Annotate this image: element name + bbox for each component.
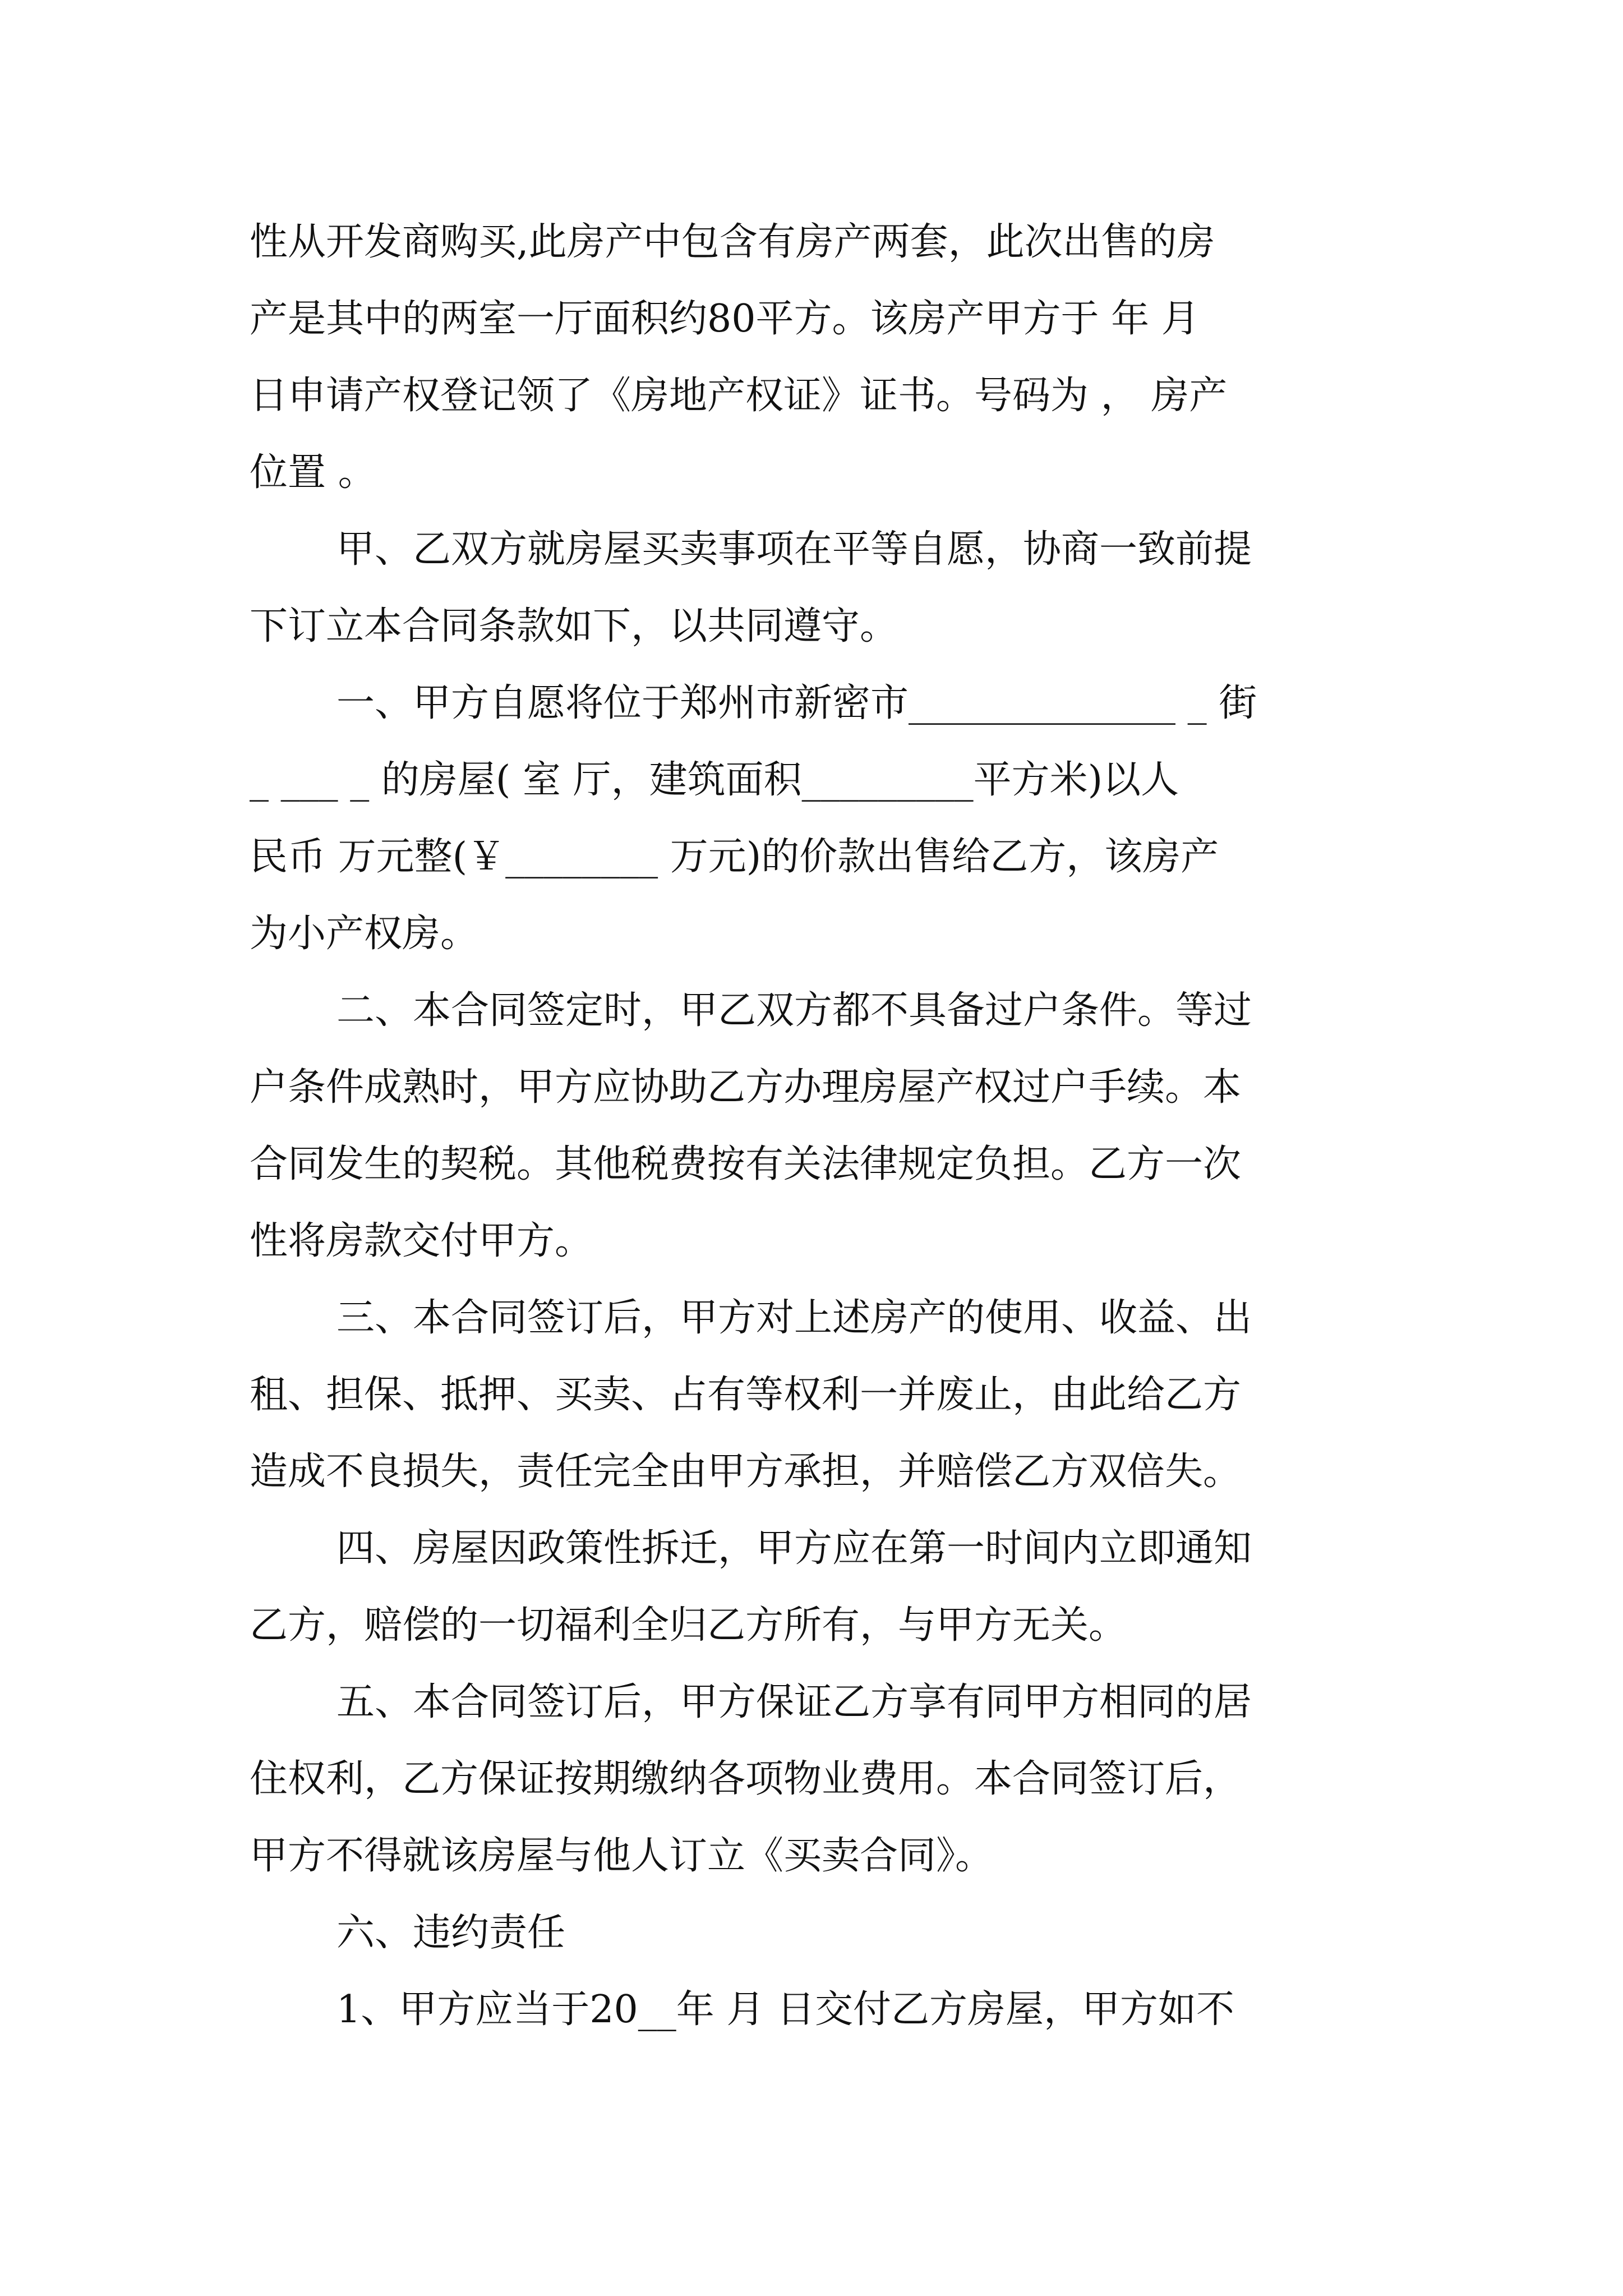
text-line: 产是其中的两室一厅面积约80平方。该房产甲方于 年 月 <box>250 297 1200 341</box>
text-line: 乙方，赔偿的一切福利全归乙方所有，与甲方无关。 <box>250 1603 1127 1648</box>
text-line: 四、房屋因政策性拆迁，甲方应在第一时间内立即通知 <box>336 1526 1252 1571</box>
text-line: 造成不良损失，责任完全由甲方承担，并赔偿乙方双倍失。 <box>250 1450 1242 1494</box>
text-line: 性将房款交付甲方。 <box>250 1219 593 1263</box>
text-line: 一、甲方自愿将位于郑州市新密市______________ _ 街 <box>336 681 1257 725</box>
text-line: 位置 。 <box>250 450 376 495</box>
text-line: 性从开发商购买,此房产中包含有房产两套，此次出售的房 <box>250 220 1215 264</box>
text-line: 五、本合同签订后，甲方保证乙方享有同甲方相同的居 <box>336 1680 1252 1724</box>
text-line: _ ___ _ 的房屋( 室 厅，建筑面积_________平方米)以人 <box>250 758 1179 802</box>
text-line: 下订立本合同条款如下，以共同遵守。 <box>250 604 898 648</box>
text-line: 六、违约责任 <box>336 1911 566 1955</box>
text-line: 户条件成熟时，甲方应协助乙方办理房屋产权过户手续。本 <box>250 1065 1242 1110</box>
text-line: 租、担保、抵押、买卖、占有等权利一并废止，由此给乙方 <box>250 1373 1242 1417</box>
text-line: 1、甲方应当于20__年 月 日交付乙方房屋，甲方如不 <box>336 1987 1235 2032</box>
text-line: 三、本合同签订后，甲方对上述房产的使用、收益、出 <box>336 1296 1252 1340</box>
text-line: 甲、乙双方就房屋买卖事项在平等自愿，协商一致前提 <box>336 527 1252 572</box>
text-line: 民币 万元整(￥________ 万元)的价款出售给乙方，该房产 <box>250 835 1219 879</box>
text-line: 二、本合同签定时，甲乙双方都不具备过户条件。等过 <box>336 988 1252 1033</box>
text-line: 为小产权房。 <box>250 912 479 956</box>
text-line: 住权利，乙方保证按期缴纳各项物业费用。本合同签订后， <box>250 1757 1242 1801</box>
text-line: 日申请产权登记领了《房地产权证》证书。号码为 ， 房产 <box>250 374 1228 418</box>
text-line: 甲方不得就该房屋与他人订立《买卖合同》。 <box>250 1834 994 1878</box>
text-line: 合同发生的契税。其他税费按有关法律规定负担。乙方一次 <box>250 1142 1242 1186</box>
